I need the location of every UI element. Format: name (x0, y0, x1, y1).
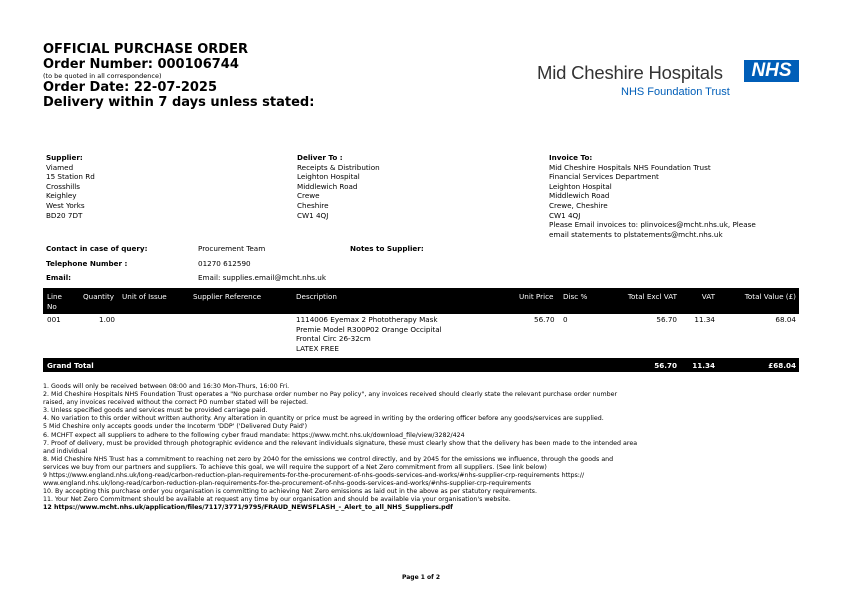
invoice-to-line: Leighton Hospital (549, 181, 612, 191)
cell-disc: 0 (563, 315, 568, 324)
supplier-line: Viamed (46, 162, 74, 172)
deliver-to-address (297, 153, 380, 220)
cell-description-line: 1114006 Eyemax 2 Phototherapy Mask (296, 315, 438, 324)
query-contact-label: Contact in case of query: (46, 244, 148, 253)
deliver-to-line: CW1 4QJ (297, 210, 329, 220)
deliver-to-line: Leighton Hospital (297, 172, 360, 182)
term-line: and individual (43, 447, 88, 455)
order-number: Order Number: 000106744 (43, 57, 239, 72)
grand-total-excl-vat: 56.70 (654, 361, 677, 370)
col-supplier-reference: Supplier Reference (193, 292, 262, 301)
deliver-to-title: Deliver To : (297, 153, 343, 162)
col-unit-price: Unit Price (519, 292, 554, 301)
grand-total-vat: 11.34 (692, 361, 715, 370)
col-total-value: Total Value (£) (744, 292, 796, 301)
invoice-to-line: CW1 4QJ (549, 210, 581, 220)
nhs-badge: NHS (744, 60, 799, 82)
quote-note: (to be quoted in all correspondence) (43, 72, 162, 80)
supplier-title: Supplier: (46, 153, 83, 162)
col-unit-of-issue: Unit of Issue (122, 292, 167, 301)
invoice-to-title: Invoice To: (549, 153, 593, 162)
col-line: Line (47, 292, 62, 301)
cell-unit-price: 56.70 (534, 315, 555, 324)
logo-trust-name: NHS Foundation Trust (621, 86, 730, 98)
email-value[interactable]: Email: supplies.email@mcht.nhs.uk (198, 273, 326, 282)
invoice-to-line: Middlewich Road (549, 191, 610, 201)
cell-line: 001 (47, 315, 61, 324)
cell-description-line: Premie Model R300P02 Orange Occipital (296, 324, 442, 334)
term-link[interactable]: www.england.nhs.uk/long-read/carbon-reduction-plan-requirements-for-the-procurement-of-nhs-goods-services-and-works/#nhs-supplier-crp-requirements (43, 480, 532, 488)
supplier-line: 15 Station Rd (46, 172, 95, 182)
invoice-to-line: Please Email invoices to: plinvoices@mcht.nhs.uk, Please (549, 220, 756, 230)
term-line: 1. Goods will only be received between 08:00 and 16:30 Mon-Thurs, 16:00 Fri. (43, 383, 290, 390)
grand-total-label: Grand Total (47, 361, 94, 370)
table-row (43, 313, 799, 358)
term-link[interactable]: 6. MCHFT expect all suppliers to adhere to the following cyber fraud mandate: https://www.mcht.nhs.uk/download_file/view/3282/424 (43, 431, 465, 439)
notes-to-supplier-label: Notes to Supplier: (350, 244, 424, 253)
term-line: 11. Your Net Zero Commitment should be available at request any time by our organisation and should be available via your organisation's website. (43, 496, 511, 504)
col-disc: Disc % (563, 292, 588, 301)
order-date: Order Date: 22-07-2025 (43, 80, 217, 95)
term-line: 8. Mid Cheshire NHS Trust has a commitment to reaching net zero by 2040 for the emissions we control directly, and by 2045 for the emissions we influence, through the goods and (43, 455, 614, 463)
invoice-to-line: Financial Services Department (549, 172, 659, 182)
cell-total-value: 68.04 (775, 315, 796, 324)
term-line: 4. No variation to this order without written authority. Any alteration in quantity or price must be agreed in writing by the ordering officer before any goods/services are supplied. (43, 415, 604, 423)
cell-total-excl-vat: 56.70 (656, 315, 677, 324)
deliver-to-line: Receipts & Distribution (297, 162, 380, 172)
deliver-to-line: Crewe (297, 191, 320, 201)
term-line: 5 Mid Cheshire only accepts goods under the Incoterm 'DDP' ('Delivered Duty Paid') (43, 423, 308, 431)
cell-quantity: 1.00 (99, 315, 116, 324)
telephone-value: 01270 612590 (198, 259, 251, 268)
col-line-no: No (47, 302, 57, 311)
supplier-line: BD20 7DT (46, 210, 83, 220)
page-number: Page 1 of 2 (402, 574, 440, 581)
col-vat: VAT (701, 292, 715, 301)
term-link[interactable]: 9 https://www.england.nhs.uk/long-read/carbon-reduction-plan-requirements-for-the-procurement-of-nhs-goods-services-and-works/#nhs-supplier-crp-requirements https:// (43, 472, 585, 480)
terms-and-conditions (43, 383, 803, 513)
col-description: Description (296, 292, 337, 301)
grand-total-value: £68.04 (768, 361, 796, 370)
cell-vat: 11.34 (694, 315, 715, 324)
invoice-to-line: Mid Cheshire Hospitals NHS Foundation Trust (549, 162, 711, 172)
term-link[interactable]: 12 https://www.mcht.nhs.uk/application/files/7117/3771/9795/FRAUD_NEWSFLASH_-_Alert_to_all_NHS_Suppliers.pdf (43, 504, 453, 512)
nhs-logo (537, 59, 799, 101)
term-line: 2. Mid Cheshire Hospitals NHS Foundation Trust operates a "No purchase order number no Pay policy", any invoices received should clearly state the relevant purchase order number (43, 391, 618, 399)
col-quantity: Quantity (83, 292, 115, 301)
supplier-line: Keighley (46, 191, 77, 201)
deliver-to-line: Middlewich Road (297, 181, 358, 191)
cell-description-line: Frontal Circ 26-32cm (296, 334, 371, 344)
invoice-to-address (549, 153, 756, 239)
supplier-address (46, 153, 95, 220)
cell-description-line: LATEX FREE (296, 343, 339, 353)
term-line: 10. By accepting this purchase order you organisation is committing to achieving Net Zero emissions as laid out in the above as per statutory requirements. (43, 488, 537, 496)
delivery-note: Delivery within 7 days unless stated: (43, 95, 315, 110)
supplier-line: West Yorks (46, 200, 85, 210)
order-table-header (43, 288, 799, 314)
email-label: Email: (46, 273, 72, 282)
logo-org-name: Mid Cheshire Hospitals (537, 62, 723, 83)
term-line: 3. Unless specified goods and services must be provided carriage paid. (43, 407, 268, 415)
query-contact-value: Procurement Team (198, 244, 266, 253)
supplier-line: Crosshills (46, 181, 80, 191)
grand-total-row (43, 358, 799, 372)
term-line: services we buy from our partners and suppliers. To achieve this goal, we will require the support of a Net Zero commitment from all suppliers. (See link below) (43, 463, 547, 471)
order-header (43, 42, 314, 110)
telephone-label: Telephone Number : (46, 259, 128, 268)
invoice-to-line: Crewe, Cheshire (549, 200, 608, 210)
term-line: raised, any invoices received without the correct PO number stated will be rejected. (43, 399, 308, 407)
col-total-excl-vat: Total Excl VAT (627, 292, 677, 301)
term-line: 7. Proof of delivery, must be provided through photographic evidence and the relevant individuals signature, these must clearly show that the delivery has been made to the intended area (43, 439, 638, 447)
invoice-to-line: email statements to plstatements@mcht.nhs.uk (549, 229, 723, 239)
deliver-to-line: Cheshire (297, 200, 329, 210)
document-title: OFFICIAL PURCHASE ORDER (43, 42, 248, 57)
